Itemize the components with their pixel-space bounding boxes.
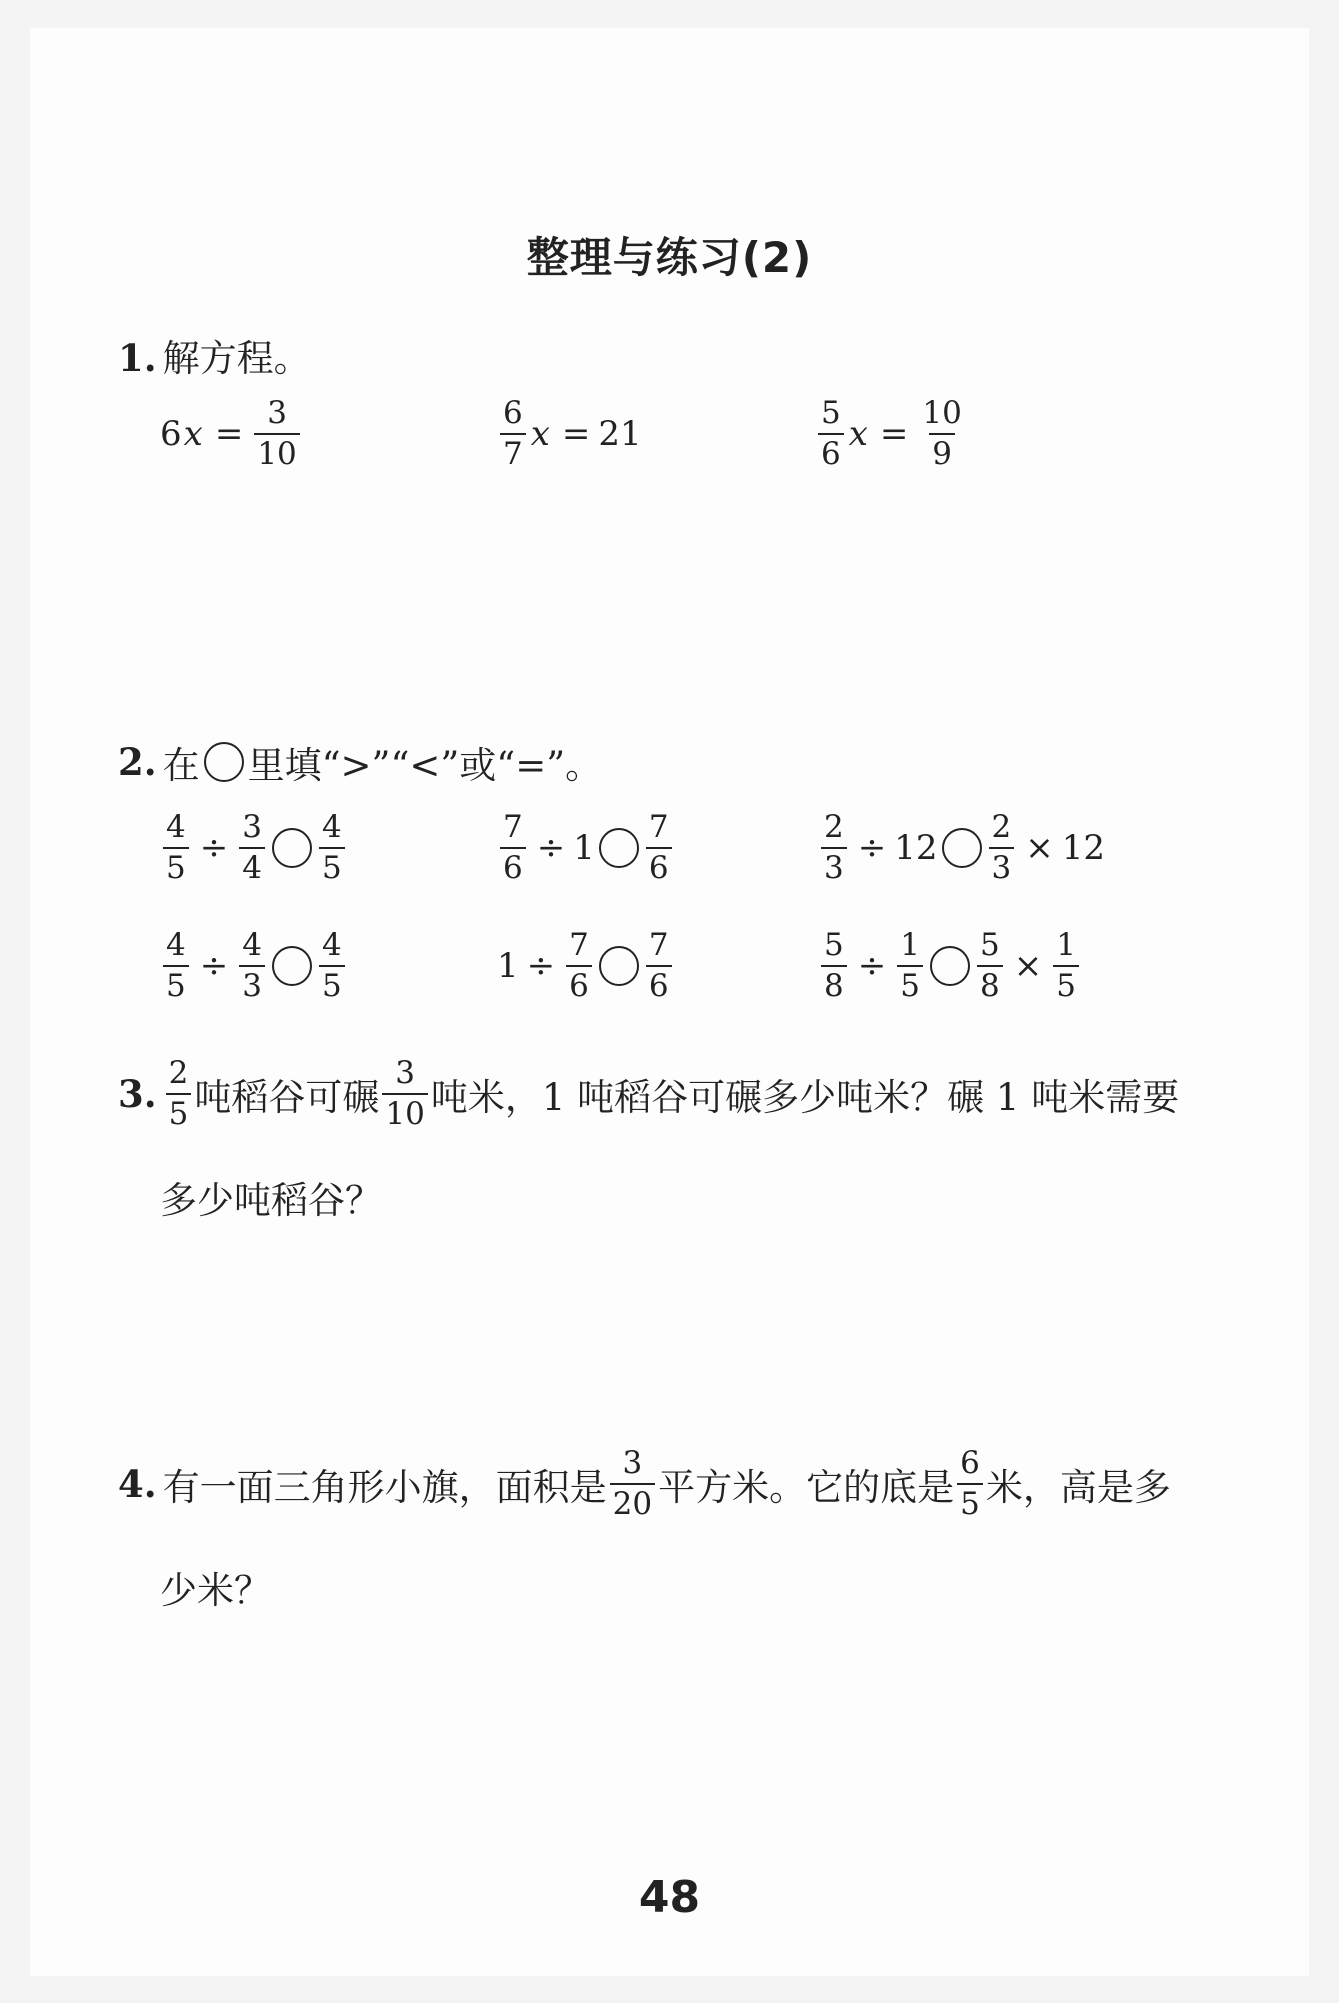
compare-r2c1: [160, 927, 348, 1004]
number: 12: [1061, 828, 1105, 868]
eq3-variable: x: [848, 414, 868, 454]
eq1-variable: x: [183, 414, 203, 454]
compare-r2c2: [497, 927, 675, 1004]
question-1-text: 解方程。: [162, 337, 311, 380]
fraction: $\frac{7}{6}$: [500, 812, 526, 884]
compare-r2c3: [818, 927, 1082, 1004]
divide-sign: ÷: [526, 946, 556, 986]
eq1-fraction: $\frac{3}{10}$: [254, 398, 299, 470]
q4-text-1: 有一面三角形小旗，面积是: [162, 1466, 607, 1509]
fraction: $\frac{7}{6}$: [566, 930, 592, 1002]
divide-sign: ÷: [857, 946, 887, 986]
question-3-line-2: 多少吨稻谷？: [160, 1179, 382, 1222]
question-1-prompt: [118, 328, 311, 382]
compare-r1c1: [160, 809, 348, 886]
question-2-text-pre: 在: [162, 744, 200, 787]
fraction: $\frac{4}{5}$: [163, 812, 189, 884]
answer-circle[interactable]: [272, 828, 312, 868]
divide-sign: ÷: [199, 828, 229, 868]
divide-sign: ÷: [199, 946, 229, 986]
fraction: $\frac{7}{6}$: [646, 812, 672, 884]
question-1-number: 1.: [118, 336, 157, 380]
eq2-equals: =: [561, 414, 591, 454]
eq2-variable: x: [530, 414, 550, 454]
eq2-fraction: $\frac{6}{7}$: [500, 398, 526, 470]
eq3-equals: =: [879, 414, 909, 454]
q3-fraction-1: $\frac{2}{5}$: [166, 1058, 192, 1130]
divide-sign: ÷: [536, 828, 566, 868]
question-2-prompt: [118, 735, 602, 789]
multiply-sign: ×: [1013, 946, 1043, 986]
eq3-fraction-left: $\frac{5}{6}$: [818, 398, 844, 470]
fraction: $\frac{4}{3}$: [239, 930, 265, 1002]
fraction: $\frac{2}{3}$: [989, 812, 1015, 884]
compare-r1c2: [497, 809, 675, 886]
divide-sign: ÷: [857, 828, 887, 868]
fraction: $\frac{3}{4}$: [239, 812, 265, 884]
page-title: 整理与练习(2): [526, 233, 813, 282]
question-4-number: 4.: [118, 1462, 157, 1506]
eq2-right: 21: [598, 414, 642, 454]
question-4-line-2: 少米？: [160, 1569, 271, 1612]
question-2-text-post: 里填“>”“<”或“=”。: [247, 744, 603, 787]
worksheet-page: [30, 28, 1309, 1976]
answer-circle[interactable]: [599, 946, 639, 986]
blank-circle-icon: [204, 742, 244, 782]
fraction: $\frac{4}{5}$: [319, 930, 345, 1002]
eq1-equals: =: [214, 414, 244, 454]
fraction: $\frac{5}{8}$: [977, 930, 1003, 1002]
equation-2: [497, 395, 642, 472]
fraction: $\frac{5}{8}$: [821, 930, 847, 1002]
q4-fraction-1: $\frac{3}{20}$: [610, 1448, 655, 1520]
eq1-coefficient: 6: [160, 414, 182, 454]
compare-r1c3: [818, 809, 1105, 886]
number: 12: [894, 828, 938, 868]
question-3-number: 3.: [118, 1072, 157, 1116]
fraction: $\frac{1}{5}$: [1053, 930, 1079, 1002]
answer-circle[interactable]: [599, 828, 639, 868]
fraction: $\frac{4}{5}$: [163, 930, 189, 1002]
number: 1: [573, 828, 595, 868]
q3-text-2: 吨米，1 吨稻谷可碾多少吨米？碾 1 吨米需要: [430, 1076, 1180, 1119]
fraction: $\frac{7}{6}$: [646, 930, 672, 1002]
answer-circle[interactable]: [272, 946, 312, 986]
q4-text-2: 平方米。它的底是: [658, 1466, 955, 1509]
fraction: $\frac{2}{3}$: [821, 812, 847, 884]
equation-1: [160, 395, 303, 472]
fraction: $\frac{4}{5}$: [319, 812, 345, 884]
question-4-line-1: [118, 1445, 1171, 1522]
q3-fraction-2: $\frac{3}{10}$: [382, 1058, 427, 1130]
answer-circle[interactable]: [930, 946, 970, 986]
q3-text-1: 吨稻谷可碾: [194, 1076, 380, 1119]
answer-circle[interactable]: [942, 828, 982, 868]
q4-fraction-2: $\frac{6}{5}$: [957, 1448, 983, 1520]
q4-text-3: 米，高是多: [985, 1466, 1171, 1509]
eq3-fraction-right: $\frac{10}{9}$: [922, 395, 962, 472]
number: 1: [497, 946, 519, 986]
question-2-number: 2.: [118, 740, 157, 784]
page-number: 48: [638, 1872, 701, 1923]
fraction: $\frac{1}{5}$: [897, 930, 923, 1002]
equation-3: [815, 395, 968, 472]
question-3-line-1: [118, 1055, 1180, 1132]
multiply-sign: ×: [1025, 828, 1054, 868]
